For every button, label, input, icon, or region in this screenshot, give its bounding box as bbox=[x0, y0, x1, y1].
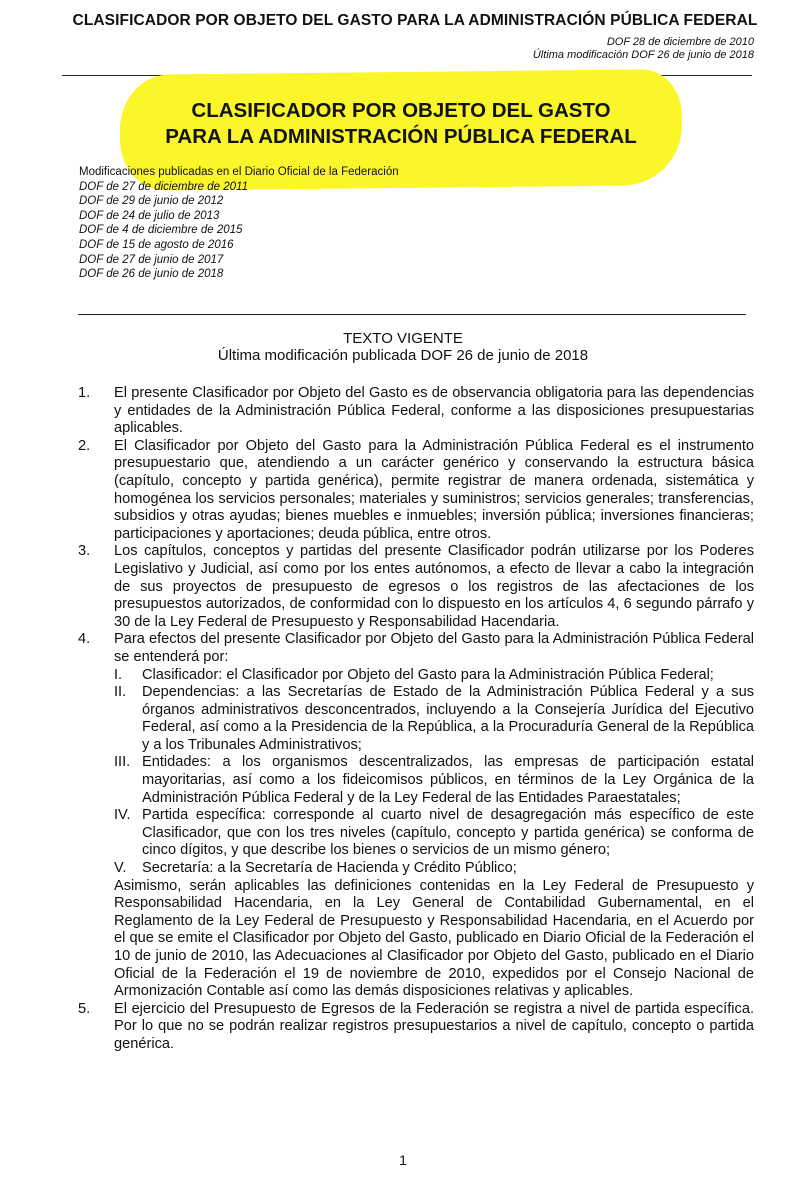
running-header-title: CLASIFICADOR POR OBJETO DEL GASTO PARA LA ADMINISTRACIÓN PÚBLICA FEDERAL bbox=[72, 12, 758, 29]
modification-date: DOF de 15 de agosto de 2016 bbox=[79, 238, 234, 251]
definition-text: Entidades: a los organismos descentralizados, las empresas de participación estatal mayoritarias, así como a los fideicomisos públicos, en términos de la Ley Orgánica de la Administración Pública Federal y de la Ley Federal de las Entidades Paraestatales; bbox=[142, 754, 754, 806]
document-title bbox=[120, 98, 682, 150]
modifications-list bbox=[79, 165, 399, 282]
header-dof-date: DOF 28 de diciembre de 2010 bbox=[606, 36, 754, 48]
numbered-item bbox=[78, 631, 754, 1000]
item-number: 1. bbox=[78, 385, 91, 401]
definition-text: Dependencias: a las Secretarías de Estado de la Administración Pública Federal y a sus órganos administrativos desconcentrados, incluyendo a la Consejería Jurídica del Ejecutivo Federal, así como a la Presidencia de la República, a la Procuraduría General de la República y a los Tribunales Administrativos; bbox=[142, 684, 754, 753]
numbered-item bbox=[78, 385, 754, 438]
modification-date: DOF de 4 de diciembre de 2015 bbox=[79, 224, 243, 237]
definition-item bbox=[114, 684, 754, 754]
section-rule bbox=[78, 314, 746, 315]
document-title-line-2: PARA LA ADMINISTRACIÓN PÚBLICA FEDERAL bbox=[165, 125, 637, 148]
definition-text: Secretaría: a la Secretaría de Hacienda y Crédito Público; bbox=[142, 860, 517, 877]
definition-item bbox=[114, 754, 754, 807]
numbered-item bbox=[78, 543, 754, 631]
texto-vigente-subtitle: Última modificación publicada DOF 26 de junio de 2018 bbox=[217, 347, 589, 364]
modifications-intro: Modificaciones publicadas en el Diario Oficial de la Federación bbox=[79, 166, 399, 178]
texto-vigente-heading: TEXTO VIGENTE bbox=[343, 330, 463, 347]
modification-date: DOF de 29 de junio de 2012 bbox=[79, 195, 224, 208]
item-text: El presente Clasificador por Objeto del Gasto es de observancia obligatoria para las dependencias y entidades de la Administración Pública Federal, conforme a las disposiciones presupuestarias aplicables. bbox=[114, 385, 754, 437]
definition-number: III. bbox=[114, 754, 131, 771]
item-number: 2. bbox=[78, 437, 91, 454]
header-meta bbox=[533, 36, 754, 62]
item-text: Para efectos del presente Clasificador por Objeto del Gasto para la Administración Pública Federal se entenderá por: bbox=[114, 631, 754, 665]
modification-date: DOF de 27 de junio de 2017 bbox=[79, 253, 224, 266]
definition-number: I. bbox=[114, 666, 123, 683]
definition-text: Partida específica: corresponde al cuarto nivel de desagregación más específico de este Clasificador, que con los tres niveles (capítulo, concepto y partida genérica) se conforma de cinco dígitos, y que describe los bienes o servicios de un mismo género; bbox=[142, 807, 754, 859]
definition-number: IV. bbox=[114, 807, 131, 824]
definition-item bbox=[114, 807, 754, 860]
definition-number: V. bbox=[114, 860, 127, 877]
numbered-item bbox=[78, 438, 754, 544]
modification-date: DOF de 24 de julio de 2013 bbox=[79, 209, 220, 222]
item-number: 5. bbox=[78, 1000, 91, 1017]
modification-date: DOF de 26 de junio de 2018 bbox=[79, 268, 224, 281]
item-body bbox=[114, 631, 754, 1000]
item-text: Los capítulos, conceptos y partidas del presente Clasificador podrán utilizarse por los Poderes Legislativo y Judicial, así como por los entes autónomos, a efecto de llevar a cabo la integración de sus proyectos de presupuesto de egresos o los registros de las afectaciones de los presupuestos autorizados, de conformidad con lo dispuesto en los artículos 4, 6 segundo párrafo y 30 de la Ley Federal de Presupuesto y Responsabilidad Hacendaria. bbox=[114, 543, 754, 630]
definition-text: Clasificador: el Clasificador por Objeto del Gasto para la Administración Pública Federal; bbox=[142, 666, 714, 683]
modification-date: DOF de 27 de diciembre de 2011 bbox=[79, 180, 248, 193]
numbered-item bbox=[78, 1001, 754, 1054]
item-closing-paragraph: Asimismo, serán aplicables las definiciones contenidas en la Ley Federal de Presupuesto y Responsabilidad Hacendaria, en la Ley General de Contabilidad Gubernamental, en el Reglamento de la Ley Federal de Presupuesto y Responsabilidad Hacendaria, en el Acuerdo por el que se emite el Clasificador por Objeto del Gasto, publicado en Diario Oficial de la Federación el 10 de junio de 2010, las Adecuaciones al Clasificador por Objeto del Gasto, publicado en el Diario Oficial de la Federación el 19 de noviembre de 2010, expedidos por el Consejo Nacional de Armonización Contable así como las demás disposiciones relativas y aplicables. bbox=[114, 877, 754, 1000]
header-last-modification: Última modificación DOF 26 de junio de 2018 bbox=[532, 49, 754, 61]
definition-item bbox=[114, 667, 754, 685]
item-text: El Clasificador por Objeto del Gasto para la Administración Pública Federal es el instrumento presupuestario que, atendiendo a un carácter genérico y conservando la estructura básica (capítulo, concepto y partida genérica), permite registrar de manera ordenada, sistemática y homogénea los servicios personales; materiales y suministros; servicios generales; transferencias, subsidios y otras ayudas; bienes muebles e inmuebles; inversión pública; inversiones financieras; participaciones y aportaciones; deuda pública, entre otros. bbox=[114, 437, 754, 542]
definition-number: II. bbox=[114, 684, 127, 701]
item-number: 3. bbox=[78, 543, 91, 560]
definition-item bbox=[114, 860, 754, 878]
page-number: 1 bbox=[399, 1152, 407, 1168]
document-title-line-1: CLASIFICADOR POR OBJETO DEL GASTO bbox=[191, 99, 611, 122]
document-body bbox=[78, 385, 754, 1054]
item-text: El ejercicio del Presupuesto de Egresos de la Federación se registra a nivel de partida específica. Por lo que no se podrán realizar registros presupuestarios a nivel de capítulo, concepto o partida genérica. bbox=[114, 1000, 754, 1052]
item-number: 4. bbox=[78, 631, 91, 648]
